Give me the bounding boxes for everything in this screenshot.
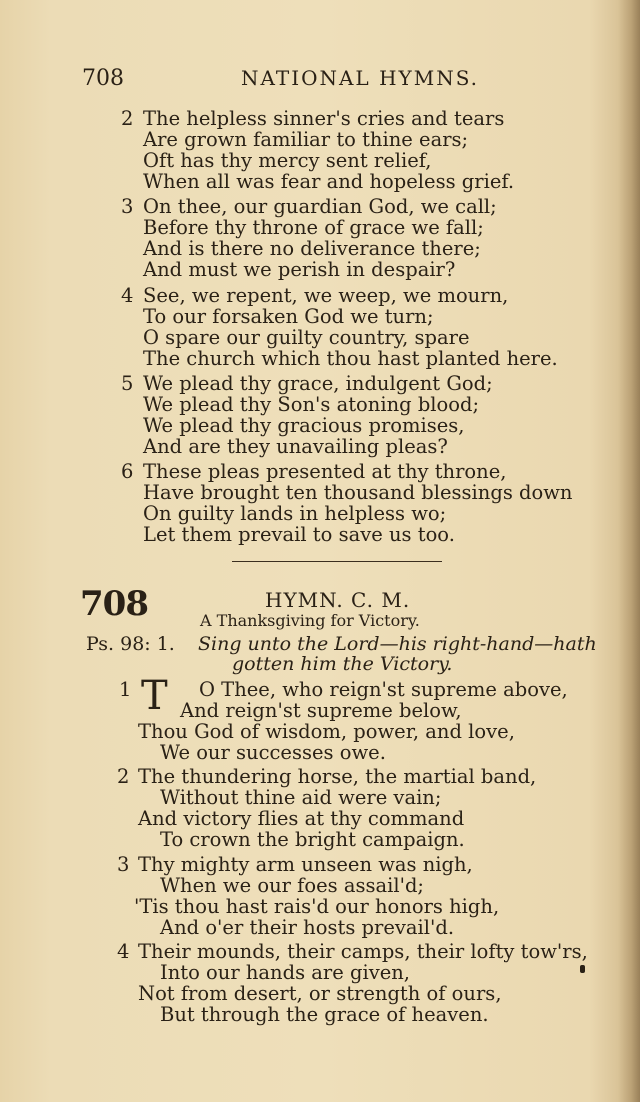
scripture-reference: Ps. 98: 1. [86, 633, 175, 655]
verse-line: Let them prevail to save us too. [143, 523, 455, 546]
stanza-number: 6 [121, 460, 134, 483]
verse-line: Oft has thy mercy sent relief, [143, 149, 432, 172]
page-number: 708 [82, 66, 124, 91]
verse-line: To crown the bright campaign. [160, 828, 465, 851]
stanza-number: 5 [121, 372, 134, 395]
stanza-number: 4 [117, 940, 130, 963]
verse-line: See, we repent, we weep, we mourn, [143, 284, 509, 307]
verse-line: Have brought ten thousand blessings down [143, 481, 573, 504]
verse-line: To our forsaken God we turn; [143, 305, 434, 328]
verse-line: Thy mighty arm unseen was nigh, [138, 853, 473, 876]
verse-line: And o'er their hosts prevail'd. [160, 916, 455, 939]
verse-line: O spare our guilty country, spare [143, 326, 470, 349]
verse-line: 'Tis thou hast rais'd our honors high, [134, 895, 500, 918]
verse-line: We our successes owe. [160, 741, 386, 764]
hymn-title: HYMN. C. M. [265, 588, 411, 612]
running-head [0, 66, 640, 96]
verse-line: We plead thy gracious promises, [143, 414, 465, 437]
verse-line: Into our hands are given, [160, 961, 411, 984]
page-edge-shadow [618, 0, 640, 1102]
verse-line: And must we perish in despair? [143, 258, 456, 281]
stanza-number: 2 [117, 765, 130, 788]
stanza-number: 2 [121, 107, 134, 130]
verse-line: When all was fear and hopeless grief. [143, 170, 515, 193]
verse-line: On thee, our guardian God, we call; [143, 195, 497, 218]
verse-line: Are grown familiar to thine ears; [143, 128, 469, 151]
verse-line: And reign'st supreme below, [180, 699, 462, 722]
verse-line: Thou God of wisdom, power, and love, [138, 720, 515, 743]
verse-line: Their mounds, their camps, their lofty tow'rs, [138, 940, 588, 963]
verse-line: When we our foes assail'd; [160, 874, 425, 897]
verse-line: And are they unavailing pleas? [143, 435, 448, 458]
verse-line: The thundering horse, the martial band, [138, 765, 537, 788]
verse-line: Without thine aid were vain; [160, 786, 442, 809]
stanza-number: 1 [119, 678, 132, 701]
section-divider [232, 561, 442, 562]
epigraph-line: Sing unto the Lord—his right-hand—hath [198, 633, 597, 655]
verse-line: O Thee, who reign'st supreme above, [199, 678, 568, 701]
verse-line: On guilty lands in helpless wo; [143, 502, 447, 525]
hymn-subtitle: A Thanksgiving for Victory. [200, 611, 420, 630]
verse-line: We plead thy grace, indulgent God; [143, 372, 493, 395]
stanza-number: 3 [121, 195, 134, 218]
verse-line: The church which thou hast planted here. [143, 347, 558, 370]
verse-line: And victory flies at thy command [138, 807, 465, 830]
verse-line: These pleas presented at thy throne, [143, 460, 507, 483]
drop-cap: T [141, 673, 168, 719]
verse-line: The helpless sinner's cries and tears [143, 107, 505, 130]
stanza-number: 3 [117, 853, 130, 876]
hymn-number: 708 [80, 584, 148, 624]
verse-line: But through the grace of heaven. [160, 1003, 489, 1026]
running-title: NATIONAL HYMNS. [241, 66, 480, 90]
epigraph-line: gotten him the Victory. [232, 653, 453, 675]
verse-line: Before thy throne of grace we fall; [143, 216, 484, 239]
ink-mark [580, 965, 585, 973]
verse-line: We plead thy Son's atoning blood; [143, 393, 480, 416]
verse-line: And is there no deliverance there; [143, 237, 481, 260]
stanza-number: 4 [121, 284, 134, 307]
verse-line: Not from desert, or strength of ours, [138, 982, 502, 1005]
